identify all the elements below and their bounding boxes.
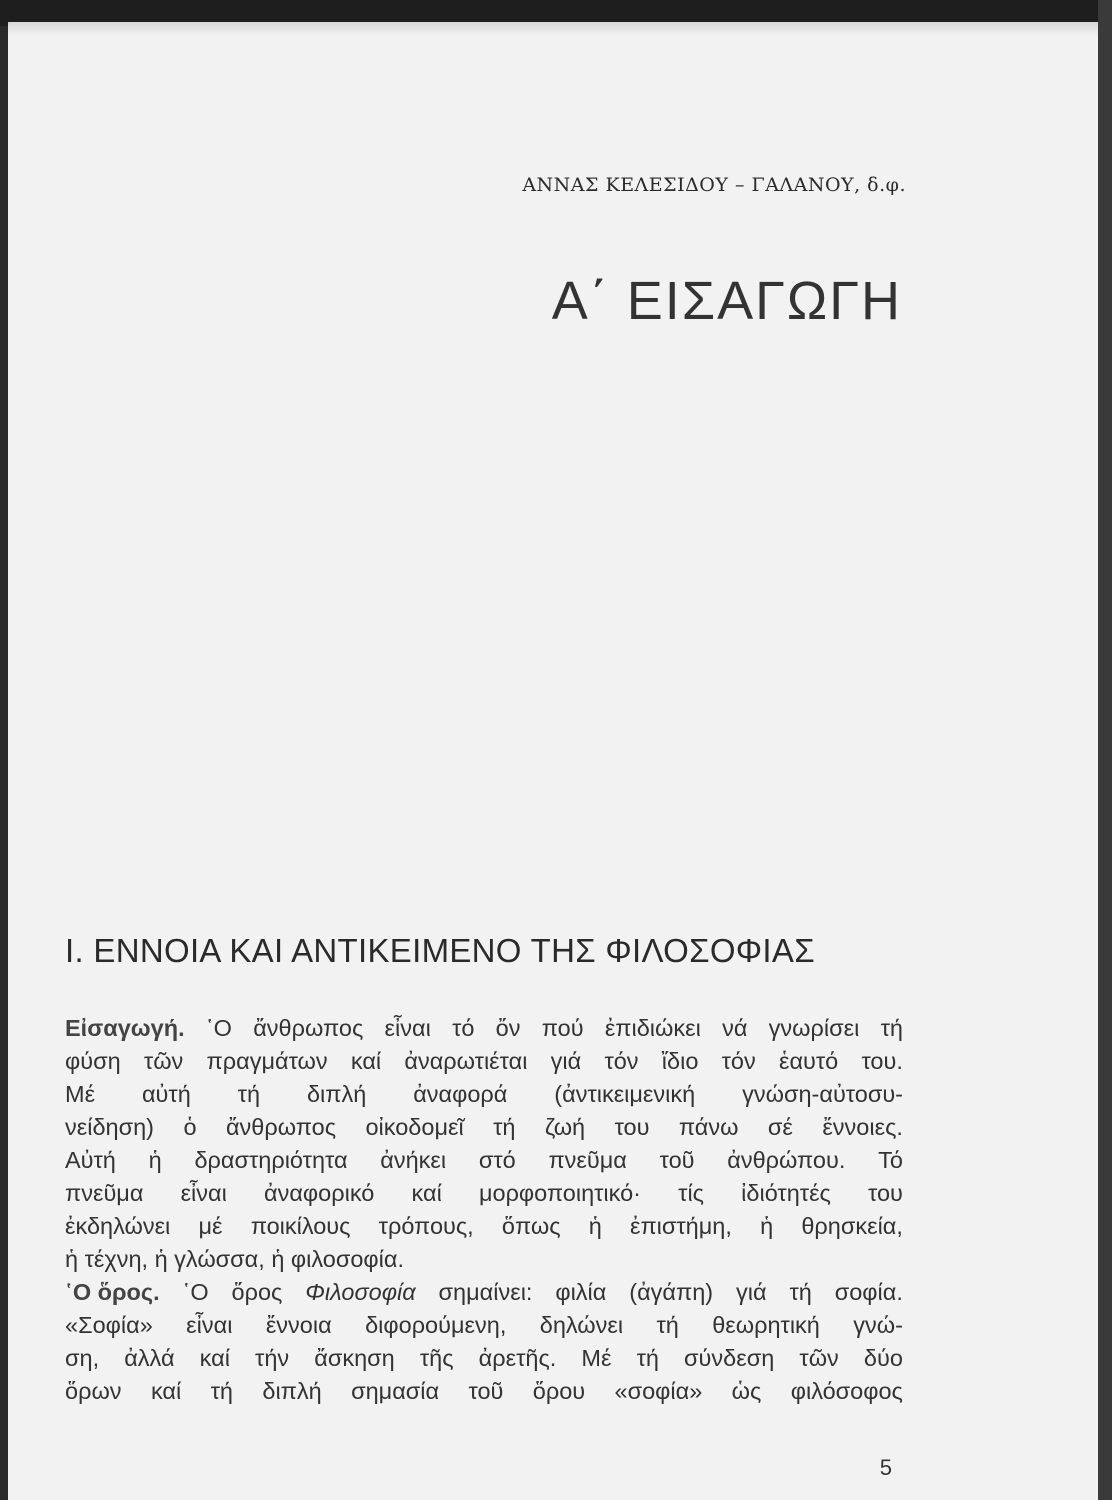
word: εἶναι	[384, 1015, 431, 1041]
word: νείδηση)	[65, 1114, 154, 1140]
word: ἴδιο	[661, 1048, 699, 1074]
word: «σοφία»	[614, 1378, 703, 1404]
paragraph-line	[65, 1243, 903, 1276]
word: καί	[411, 1180, 442, 1206]
word: τή	[789, 1279, 812, 1305]
word: τόν	[604, 1048, 639, 1074]
word: τή	[636, 1345, 659, 1371]
word: ἔννοιες.	[822, 1114, 903, 1140]
paragraph-line	[65, 1276, 903, 1309]
word: γνώ-	[853, 1312, 903, 1338]
word: ἀναρωτιέται	[404, 1048, 528, 1074]
book-page	[8, 22, 1098, 1500]
word: ἀναφορά	[413, 1081, 508, 1107]
word: ἀνθρώπου.	[727, 1147, 846, 1173]
word: ζωή	[544, 1114, 586, 1140]
paragraph-line	[65, 1045, 903, 1078]
word: Τό	[878, 1147, 903, 1173]
word: του	[868, 1180, 903, 1206]
italic-term: Φιλοσοφία	[305, 1279, 416, 1305]
word: δραστηριότητα	[194, 1147, 348, 1173]
word: Μέ	[65, 1081, 96, 1107]
page-number: 5	[879, 1455, 892, 1480]
word: εἶναι	[180, 1180, 227, 1206]
page-shadow	[8, 22, 1098, 36]
word: γιά	[736, 1279, 767, 1305]
paragraph-line	[65, 1078, 903, 1111]
paragraph-line	[65, 1012, 903, 1045]
word: ἡ	[588, 1213, 602, 1239]
word: σύνδεση	[684, 1345, 775, 1371]
word: Μέ	[581, 1345, 612, 1371]
word: πάνω	[678, 1114, 739, 1140]
word: ῾Ο	[182, 1279, 209, 1305]
paragraph-line	[65, 1144, 903, 1177]
paragraph-line	[65, 1375, 903, 1408]
word: ὅρου	[532, 1378, 586, 1404]
word: ἐπιδιώκει	[604, 1015, 701, 1041]
section-heading: Ι. ΕΝΝΟΙΑ ΚΑΙ ΑΝΤΙΚΕΙΜΕΝΟ ΤΗΣ ΦΙΛΟΣΟΦΙΑΣ	[65, 932, 815, 969]
word: ὁ	[183, 1114, 197, 1140]
author-line: ΑΝΝΑΣ ΚΕΛΕΣΙΔΟΥ – ΓΑΛΑΝΟΥ, δ.φ.	[522, 174, 906, 196]
word: οἰκοδομεῖ	[365, 1114, 464, 1140]
word: τῶν	[143, 1048, 184, 1074]
word: ἄνθρωπος	[253, 1015, 364, 1041]
word: ἑαυτό	[778, 1048, 839, 1074]
word: τό	[452, 1015, 475, 1041]
word: ὅπως	[501, 1213, 561, 1239]
word: ποικίλους	[250, 1213, 351, 1239]
word: ἐκδηλώνει	[65, 1213, 171, 1239]
word: τή	[880, 1015, 903, 1041]
chapter-title: Α΄ ΕΙΣΑΓΩΓΗ	[551, 271, 902, 331]
body-text	[65, 1012, 903, 1408]
word: ἰδιότητές	[741, 1180, 831, 1206]
word: τή	[493, 1114, 516, 1140]
paragraph-line	[65, 1309, 903, 1342]
word: του.	[861, 1048, 903, 1074]
word: τίς	[678, 1180, 705, 1206]
word: νά	[722, 1015, 748, 1041]
word: διφορούμενη,	[365, 1312, 507, 1338]
word: τόν	[721, 1048, 756, 1074]
word: τοῦ	[468, 1378, 504, 1404]
word: τή	[656, 1312, 679, 1338]
word: μορφοποιητικό·	[478, 1180, 642, 1206]
word: ἄσκηση	[314, 1345, 395, 1371]
scan-right-edge	[1098, 0, 1112, 1500]
word: (ἀγάπη)	[629, 1279, 714, 1305]
word: τή	[210, 1378, 233, 1404]
word: στό	[478, 1147, 516, 1173]
word: του	[614, 1114, 650, 1140]
word: εἶναι	[186, 1312, 233, 1338]
word: «Σοφία»	[65, 1312, 153, 1338]
word: ἄνθρωπος	[225, 1114, 337, 1140]
word: διπλή	[262, 1378, 322, 1404]
word: ἐπιστήμη,	[629, 1213, 732, 1239]
word: ὄν	[495, 1015, 521, 1041]
word: καί	[350, 1048, 382, 1074]
word: γιά	[550, 1048, 582, 1074]
word: ση,	[65, 1345, 100, 1371]
word: μέ	[198, 1213, 223, 1239]
word: πνεῦμα	[65, 1180, 144, 1206]
word: ἀναφορικό	[264, 1180, 375, 1206]
word: ἀλλά	[124, 1345, 175, 1371]
word: ἀρετῆς.	[478, 1345, 557, 1371]
word: γνώση-αὐτοσυ-	[742, 1081, 903, 1107]
word: ἡ	[148, 1147, 162, 1173]
word: τῶν	[799, 1345, 839, 1371]
word: Αὐτή	[65, 1147, 116, 1173]
word: καί	[150, 1378, 182, 1404]
word: διπλή	[306, 1081, 367, 1107]
paragraph-line	[65, 1210, 903, 1243]
word: τοῦ	[659, 1147, 695, 1173]
word: σοφία.	[834, 1279, 903, 1305]
word: θεωρητική	[712, 1312, 820, 1338]
runin-heading: Εἰσαγωγή.	[65, 1015, 185, 1041]
word: σημασία	[351, 1378, 440, 1404]
word: θρησκεία,	[801, 1213, 903, 1239]
word: σέ	[767, 1114, 793, 1140]
word: φιλόσοφος	[790, 1378, 903, 1404]
paragraph-line	[65, 1177, 903, 1210]
word: σημαίνει:	[438, 1279, 533, 1305]
word: δηλώνει	[539, 1312, 624, 1338]
word: τρόπους,	[378, 1213, 474, 1239]
word: πνεῦμα	[548, 1147, 627, 1173]
word: ὅρος	[231, 1279, 283, 1305]
word: καί	[199, 1345, 230, 1371]
word: ἀνήκει	[380, 1147, 447, 1173]
paragraph-line	[65, 1342, 903, 1375]
paragraph-text: ἡ τέχνη, ἡ γλώσσα, ἡ φιλοσοφία.	[65, 1246, 404, 1272]
word: δύο	[863, 1345, 903, 1371]
word: ῾Ο	[205, 1015, 232, 1041]
word: ἔννοια	[265, 1312, 332, 1338]
paragraph-line	[65, 1111, 903, 1144]
word: γνωρίσει	[768, 1015, 860, 1041]
word: τῆς	[419, 1345, 454, 1371]
word: φιλία	[555, 1279, 607, 1305]
word: φύση	[65, 1048, 121, 1074]
word: ἡ	[760, 1213, 774, 1239]
word: τή	[237, 1081, 261, 1107]
word: ὅρων	[65, 1378, 122, 1404]
word: ὡς	[731, 1378, 762, 1404]
word: πραγμάτων	[206, 1048, 328, 1074]
word: τήν	[255, 1345, 290, 1371]
word: πού	[541, 1015, 584, 1041]
runin-heading: ῾Ο ὅρος.	[65, 1279, 160, 1305]
word: (ἀντικειμενική	[554, 1081, 696, 1107]
word: αὐτή	[141, 1081, 191, 1107]
